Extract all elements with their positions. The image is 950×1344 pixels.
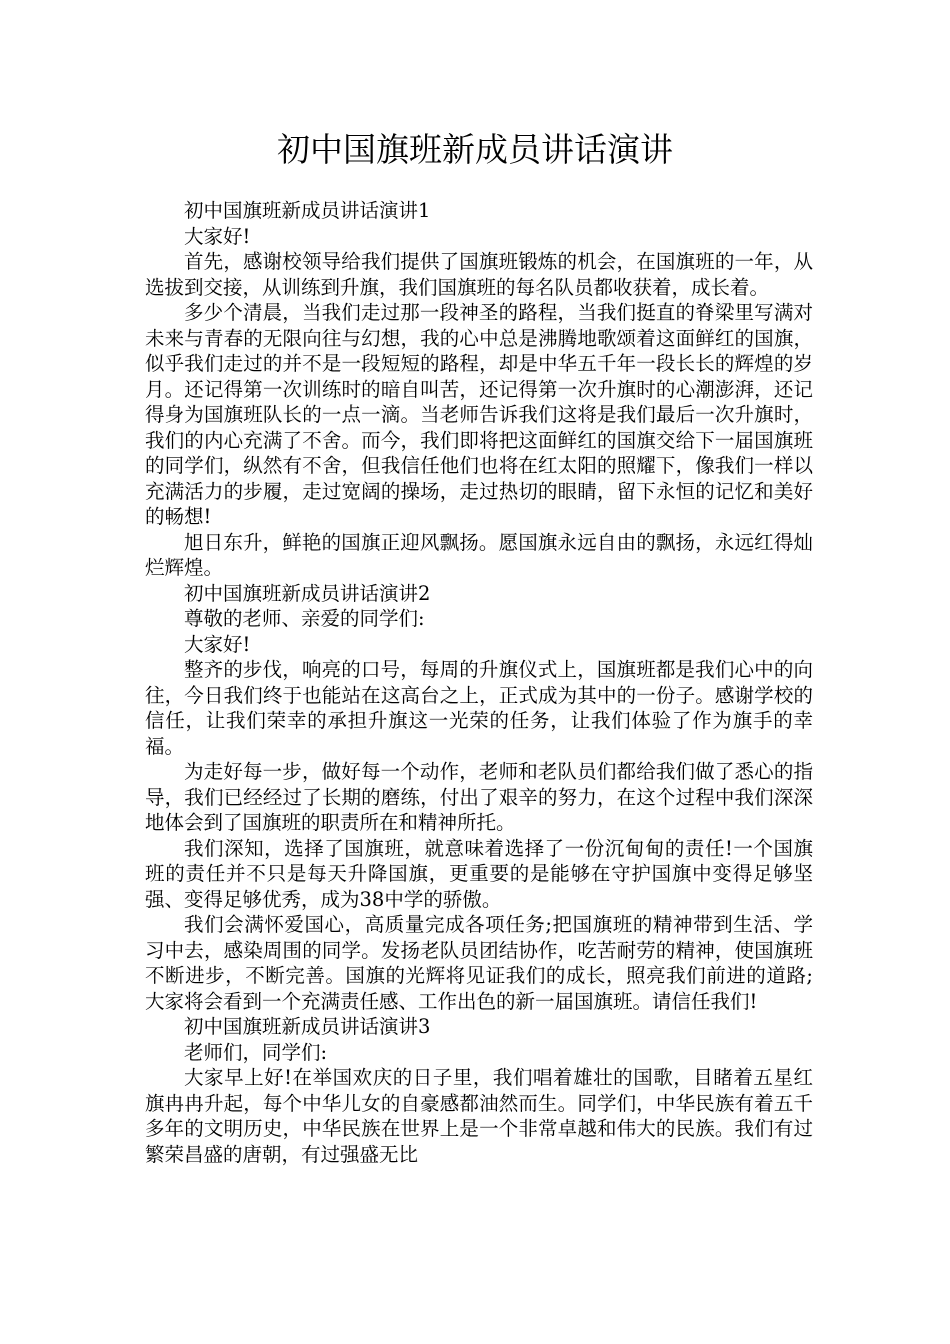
paragraph: 我们会满怀爱国心，高质量完成各项任务;把国旗班的精神带到生活、学习中去，感染周围的同学。发扬老队员团结协作，吃苦耐劳的精神，使国旗班不断进步，不断完善。国旗的光辉将见证我们的成长，照亮我们前进的道路;大家将会看到一个充满责任感、工作出色的新一届国旗班。请信任我们! — [145, 913, 813, 1013]
paragraph: 首先，感谢校领导给我们提供了国旗班锻炼的机会，在国旗班的一年，从选拔到交接，从训练到升旗，我们国旗班的每名队员都收获着，成长着。 — [145, 250, 813, 299]
greeting: 大家好! — [184, 224, 251, 248]
paragraph: 大家早上好!在举国欢庆的日子里，我们唱着雄壮的国歌，目睹着五星红旗冉冉升起，每个中华儿女的自豪感都油然而生。同学们，中华民族有着五千多年的文明历史，中华民族在世界上是一个非常卓越和伟大的民族。我们有过繁荣昌盛的唐朝，有过强盛无比 — [145, 1066, 813, 1166]
paragraph: 多少个清晨，当我们走过那一段神圣的路程，当我们挺直的脊梁里写满对未来与青春的无限向往与幻想，我的心中总是沸腾地歌颂着这面鲜红的国旗，似乎我们走过的并不是一段短短的路程，却是中华五千年一段长长的辉煌的岁月。还记得第一次训练时的暗自叫苦，还记得第一次升旗时的心潮澎湃，还记得身为国旗班队长的一点一滴。当老师告诉我们这将是我们最后一次升旗时，我们的内心充满了不舍。而今，我们即将把这面鲜红的国旗交给下一届国旗班的同学们，纵然有不舍，但我信任他们也将在红太阳的照耀下，像我们一样以充满活力的步履，走过宽阔的操场，走过热切的眼睛，留下永恒的记忆和美好的畅想! — [145, 301, 813, 528]
paragraph: 整齐的步伐，响亮的口号，每周的升旗仪式上，国旗班都是我们心中的向往，今日我们终于也能站在这高台之上，正式成为其中的一份子。感谢学校的信任，让我们荣幸的承担升旗这一光荣的任务，让我们体验了作为旗手的幸福。 — [145, 658, 813, 758]
paragraph: 为走好每一步，做好每一个动作，老师和老队员们都给我们做了悉心的指导，我们已经经过了长期的磨练，付出了艰辛的努力，在这个过程中我们深深地体会到了国旗班的职责所在和精神所托。 — [145, 760, 813, 834]
document-body — [145, 198, 813, 1167]
section-heading-2: 初中国旗班新成员讲话演讲2 — [184, 581, 431, 605]
salutation: 尊敬的老师、亲爱的同学们: — [184, 607, 425, 630]
document-title: 初中国旗班新成员讲话演讲 — [277, 130, 673, 169]
section-heading-3: 初中国旗班新成员讲话演讲3 — [184, 1015, 431, 1038]
paragraph: 旭日东升，鲜艳的国旗正迎风飘扬。愿国旗永远自由的飘扬，永远红得灿烂辉煌。 — [145, 530, 813, 579]
section-heading-1: 初中国旗班新成员讲话演讲1 — [184, 199, 431, 222]
paragraph: 我们深知，选择了国旗班，就意味着选择了一份沉甸甸的责任!一个国旗班的责任并不只是每天升降国旗，更重要的是能够在守护国旗中变得足够坚强、变得足够优秀，成为38中学的骄傲。 — [145, 836, 813, 911]
greeting: 大家好! — [184, 632, 251, 656]
salutation: 老师们，同学们: — [184, 1040, 328, 1064]
